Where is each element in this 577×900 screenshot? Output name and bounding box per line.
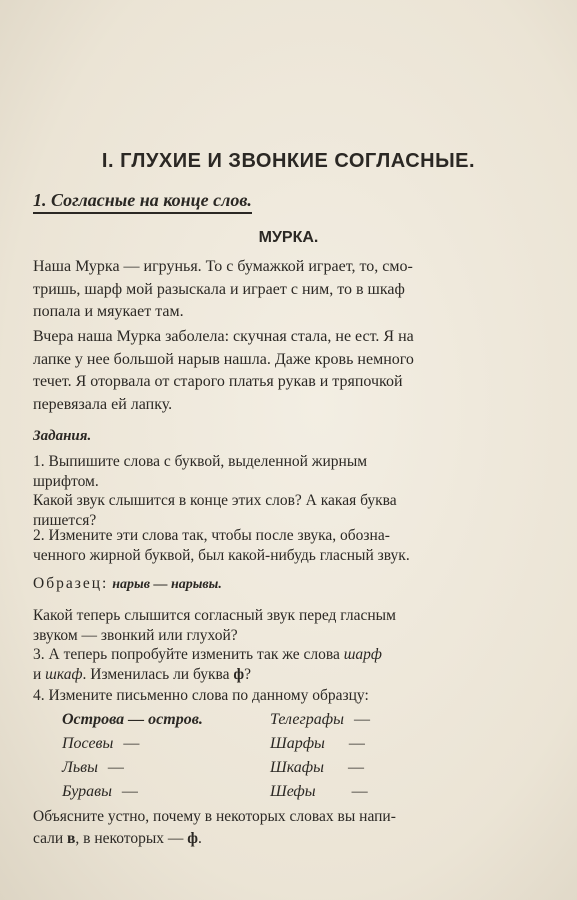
task-2-followup [33,606,543,645]
task-line: Какой теперь слышится согласный звук перед гласным [33,607,396,624]
word-dash: — [123,735,140,752]
words-right-column [270,708,370,804]
word: Шарфы [270,735,325,752]
story-line: течет. Я оторвала от старого платья рукав и тряпочкой [33,373,403,390]
story-title: МУРКА. [258,229,319,246]
task3-text: . Изменилась ли буква [82,665,230,683]
task-1 [33,452,543,530]
word-row [270,732,370,756]
word-dash: — [353,711,370,728]
story-paragraph-2 [33,326,543,416]
task-line: шрифтом. [33,472,99,490]
word-row [270,708,370,732]
word: Телеграфы [270,711,344,728]
task-line: 4. Измените письменно слова по данному образцу: [33,687,369,704]
word: Шкафы [270,759,324,776]
task3-text: и [33,665,42,683]
task3-word-shkaf: шкаф [45,665,83,683]
word-row [62,708,203,732]
word: Львы [62,759,98,776]
word-dash: — [348,735,365,752]
story-line: попала и мяукает там. [33,303,184,320]
footer-text: . [198,830,202,847]
footer-text: , в некоторых — [75,830,184,847]
tasks-heading: Задания. [33,428,92,444]
word: Посевы [62,735,114,752]
sample [33,575,222,593]
task-line: пишется? [33,511,97,529]
task-line: Какой звук слышится в конце этих слов? А какая буква [33,492,397,509]
footer-text: сали [33,830,64,847]
words-left-column [62,708,203,804]
footer-line: Объясните устно, почему в некоторых словах вы напи- [33,808,396,825]
word-row [270,756,370,780]
word: Острова — остров. [62,711,203,728]
footer-letter-f: ф [187,830,198,847]
word-row [62,780,203,804]
task-line [33,645,543,665]
task3-word-sharf: шарф [343,646,382,663]
story-line: Вчера наша Мурка заболела: скучная стала, не ест. Я на [33,328,414,345]
task-line: 2. Измените эти слова так, чтобы после звука, обозна- [33,527,390,544]
sample-label: Образец: [33,575,109,592]
word-row [270,780,370,804]
task-line: 1. Выпишите слова с буквой, выделенной жирным [33,453,368,470]
story-paragraph-1 [33,256,543,324]
task3-text: ? [244,665,252,683]
story-line: Наша Мурка — игрунья. То с бумажкой играет, то, смо- [33,258,413,275]
word: Буравы [62,783,112,800]
task-3 [33,645,543,684]
story-line: лапке у нее большой нарыв нашла. Даже кровь немного [33,350,414,368]
word-dash: — [107,759,124,776]
footer-letter-v: в [67,830,76,847]
task-4 [33,686,543,706]
word: Шефы [270,783,316,800]
word-row [62,756,203,780]
story-line: тришь, шарф мой разыскала и играет с ним, то в шкаф [33,280,405,298]
task-line: звуком — звонкий или глухой? [33,626,238,644]
section-title: 1. Согласные на конце слов. [33,190,252,214]
task3-text: 3. А теперь попробуйте изменить так же слова [33,646,340,663]
task-line [33,665,543,685]
chapter-title: I. ГЛУХИЕ И ЗВОНКИЕ СОГЛАСНЫЕ. [101,150,476,172]
task-2 [33,526,543,565]
word-dash: — [351,783,368,800]
footer-paragraph [33,806,396,850]
word-dash: — [121,783,138,800]
sample-example: нарыв — нарывы. [112,577,222,592]
word-row [62,732,203,756]
task-line: ченного жирной буквой, был какой-нибудь гласный звук. [33,546,410,564]
footer-line [33,828,396,850]
story-line: перевязала ей лапку. [33,395,173,413]
task3-letter: ф [233,665,245,683]
word-dash: — [347,759,364,776]
